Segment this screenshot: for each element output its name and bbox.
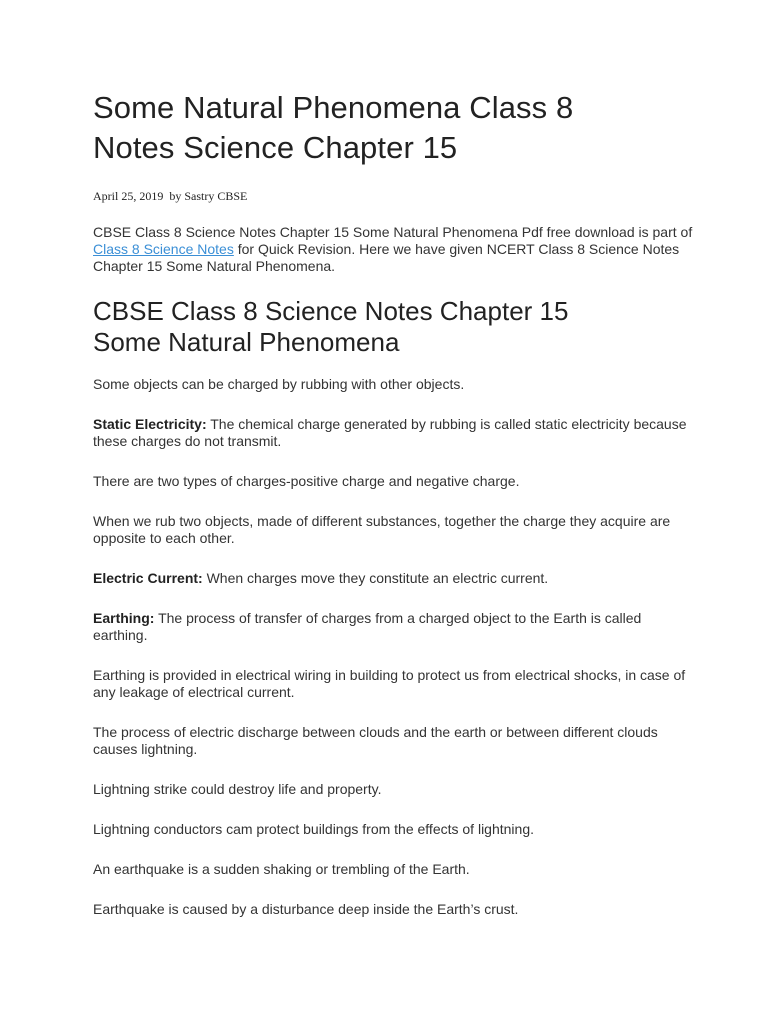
note-paragraph-static-electricity bbox=[93, 416, 693, 450]
intro-text-end: for Quick Revision. Here we have given NCERT Class 8 Science Notes Chapter 15 Some Natural Phenomena. bbox=[93, 241, 680, 274]
note-text: The chemical charge generated by rubbing is called static electricity because these charges do not transmit. bbox=[93, 416, 687, 449]
note-text: Earthquake is caused by a disturbance deep inside the Earth’s crust. bbox=[93, 901, 519, 917]
note-paragraph bbox=[93, 821, 693, 838]
note-paragraph-electric-current bbox=[93, 570, 693, 587]
note-paragraph bbox=[93, 901, 693, 918]
post-meta bbox=[93, 188, 693, 204]
section-heading bbox=[93, 296, 693, 358]
note-label: Electric Current: bbox=[93, 570, 203, 586]
note-text: Some objects can be charged by rubbing with other objects. bbox=[93, 376, 465, 392]
post-author[interactable]: Sastry CBSE bbox=[184, 189, 248, 203]
note-paragraph bbox=[93, 781, 693, 798]
page-title-line-2: Notes Science Chapter 15 bbox=[93, 130, 458, 165]
intro-paragraph bbox=[93, 224, 693, 275]
note-text: Lightning strike could destroy life and property. bbox=[93, 781, 382, 797]
section-heading-line-2: Some Natural Phenomena bbox=[93, 327, 400, 357]
note-paragraph bbox=[93, 513, 693, 547]
note-text: The process of transfer of charges from a charged object to the Earth is called earthing. bbox=[93, 610, 642, 643]
note-text: When we rub two objects, made of different substances, together the charge they acquire are opposite to each other. bbox=[93, 513, 671, 546]
note-text: There are two types of charges-positive charge and negative charge. bbox=[93, 473, 520, 489]
note-paragraph-earthing bbox=[93, 610, 693, 644]
note-paragraph bbox=[93, 473, 693, 490]
note-text: Earthing is provided in electrical wiring in building to protect us from electrical shocks, in case of any leakage of electrical current. bbox=[93, 667, 686, 700]
notes-body bbox=[93, 376, 693, 918]
class-8-science-notes-link[interactable]: Class 8 Science Notes bbox=[93, 241, 234, 257]
intro-text-start: CBSE Class 8 Science Notes Chapter 15 Some Natural Phenomena Pdf free download is part of bbox=[93, 224, 693, 240]
section-heading-line-1: CBSE Class 8 Science Notes Chapter 15 bbox=[93, 296, 569, 326]
note-label: Earthing: bbox=[93, 610, 155, 626]
note-label: Static Electricity: bbox=[93, 416, 207, 432]
post-by-word: by bbox=[169, 189, 182, 203]
note-text: Lightning conductors cam protect buildings from the effects of lightning. bbox=[93, 821, 534, 837]
post-date[interactable]: April 25, 2019 bbox=[93, 189, 164, 203]
note-text: The process of electric discharge between clouds and the earth or between different clouds causes lightning. bbox=[93, 724, 658, 757]
page-title bbox=[93, 88, 693, 168]
article bbox=[93, 88, 693, 941]
note-paragraph bbox=[93, 667, 693, 701]
note-paragraph bbox=[93, 724, 693, 758]
note-text: An earthquake is a sudden shaking or trembling of the Earth. bbox=[93, 861, 470, 877]
note-paragraph bbox=[93, 376, 693, 393]
page-title-line-1: Some Natural Phenomena Class 8 bbox=[93, 90, 574, 125]
note-paragraph bbox=[93, 861, 693, 878]
note-text: When charges move they constitute an electric current. bbox=[202, 570, 549, 586]
